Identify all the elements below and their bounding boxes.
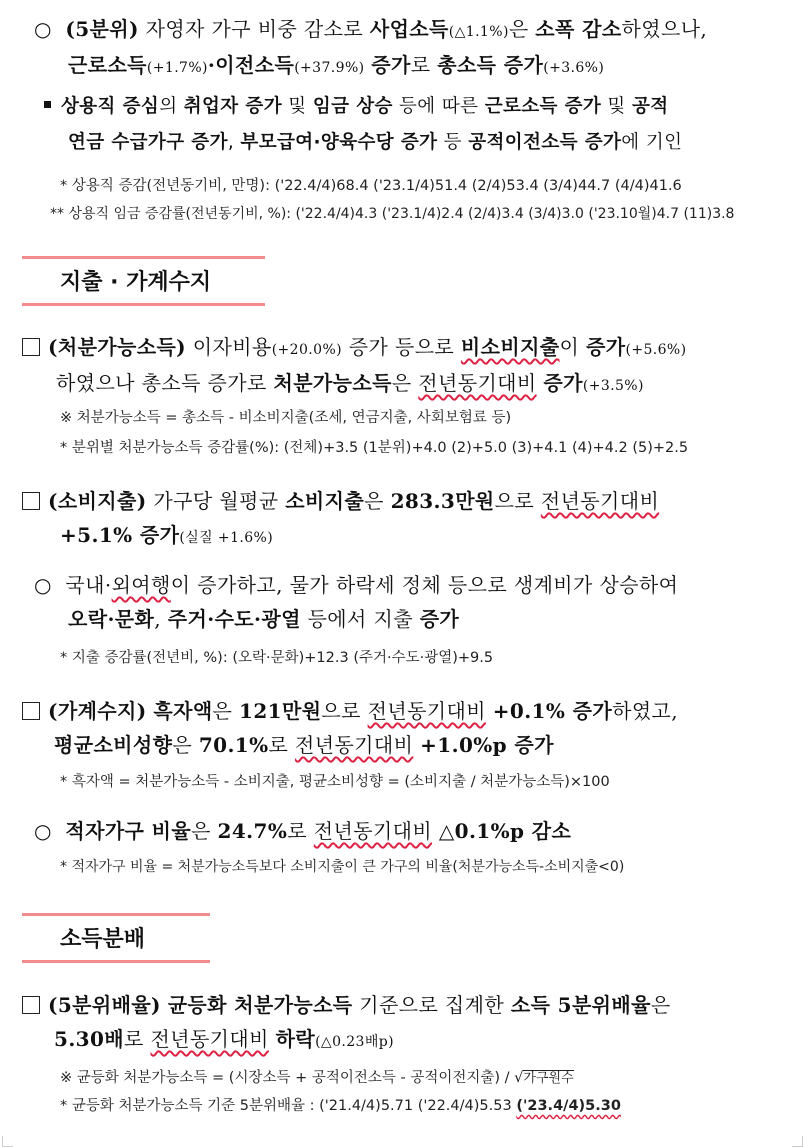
checkbox-bullet — [22, 338, 40, 356]
paragraph-household-balance-line1: (가계수지) 흑자액은 121만원으로 전년동기대비 +0.1% 증가하였고, — [22, 698, 678, 724]
paragraph-quintile-ratio-line1: (5분위배율) 균등화 처분가능소득 기준으로 집계한 소득 5분위배율은 — [22, 992, 671, 1018]
footnote-quintile-ratio-series: * 균등화 처분가능소득 기준 5분위배율 : ('21.4/4)5.71 ('22.4/4)5.53 ('23.4/4)5.30 — [60, 1098, 621, 1114]
footnote-regular-wage: ** 상용직 임금 증감률(전년동기비, %): ('22.4/4)4.3 ('23.1/4)2.4 (2/4)3.4 (3/4)3.0 ('23.10월)4.7 (11)3.8 — [50, 206, 735, 222]
checkbox-bullet — [22, 996, 40, 1014]
page-corner-mark — [2, 1136, 13, 1147]
checkbox-bullet — [22, 492, 40, 510]
circle-bullet: ○ — [34, 17, 52, 41]
paragraph-5th-quintile-line1: ○ (5분위) 자영자 가구 비중 감소로 사업소득(△1.1%)은 소폭 감소하였으나, — [34, 17, 708, 41]
paragraph-regular-employment-line1: 상용직 증심의 취업자 증가 및 임금 상승 등에 따른 근로소득 증가 및 공적 — [44, 94, 669, 120]
section-title: 소득분배 — [60, 927, 146, 952]
footnote-disposable-income-by-quintile: * 분위별 처분가능소득 증감률(%): (전체)+3.5 (1분위)+4.0 (2)+5.0 (3)+4.1 (4)+4.2 (5)+2.5 — [60, 440, 689, 456]
paragraph-consumption-line2: +5.1% 증가(실질 +1.6%) — [60, 523, 274, 547]
footnote-disposable-income-definition: ※ 처분가능소득 = 총소득 - 비소비지출(조세, 연금지출, 사회보험료 등) — [60, 410, 512, 426]
page-corner-mark — [792, 1136, 803, 1147]
footnote-deficit-definition: * 적자가구 비율 = 처분가능소득보다 소비지출이 큰 가구의 비율(처분가능소득-소비지출<0) — [60, 859, 625, 875]
paragraph-5th-quintile-line2: 근로소득(+1.7%)·이전소득(+37.9%) 증가로 총소득 증가(+3.6%) — [68, 53, 605, 77]
paragraph-disposable-income-line2: 하였으나 총소득 증가로 처분가능소득은 전년동기대비 증가(+3.5%) — [56, 371, 644, 395]
paragraph-regular-employment-line2: 연금 수급가구 증가, 부모급여·양육수당 증가 등 공적이전소득 증가에 기인 — [68, 132, 683, 153]
footnote-surplus-definition: * 흑자액 = 처분가능소득 - 소비지출, 평균소비성향 = (소비지출 / 처분가능소득)×100 — [60, 774, 610, 790]
square-bullet — [44, 101, 51, 108]
footnote-regular-employment: * 상용직 증감(전년동기비, 만명): ('22.4/4)68.4 ('23.1/4)51.4 (2/4)53.4 (3/4)44.7 (4/4)41.6 — [60, 178, 682, 194]
section-header-expenditure — [22, 256, 265, 306]
paragraph-household-balance-line2: 평균소비성향은 70.1%로 전년동기대비 +1.0%p 증가 — [54, 733, 554, 757]
footnote-expenditure-change: * 지출 증감률(전년비, %): (오락·문화)+12.3 (주거·수도·광열)+9.5 — [60, 650, 494, 666]
section-header-income-distribution — [22, 913, 210, 963]
circle-bullet: ○ — [34, 573, 52, 597]
paragraph-disposable-income-line1: (처분가능소득) 이자비용(+20.0%) 증가 등으로 비소비지출이 증가(+5.6%) — [22, 334, 686, 363]
paragraph-quintile-ratio-line2: 5.30배로 전년동기대비 하락(△0.23배p) — [54, 1027, 395, 1051]
label-5th-quintile: (5분위) — [65, 17, 139, 41]
footnote-equivalized-income: ※ 균등화 처분가능소득 = (시장소득 + 공적이전소득 - 공적이전지출) / √가구원수 — [60, 1070, 574, 1086]
paragraph-deficit-households: ○ 적자가구 비율은 24.7%로 전년동기대비 △0.1%p 감소 — [34, 819, 572, 843]
circle-bullet: ○ — [34, 819, 52, 843]
paragraph-living-costs-line2: 오락·문화, 주거·수도·광열 등에서 지출 증가 — [68, 607, 460, 631]
paragraph-consumption-line1: (소비지출) 가구당 월평균 소비지출은 283.3만원으로 전년동기대비 — [22, 488, 659, 514]
section-title: 지출 · 가계수지 — [60, 270, 212, 295]
checkbox-bullet — [22, 702, 40, 720]
paragraph-living-costs-line1: ○ 국내·외여행이 증가하고, 물가 하락세 정체 등으로 생계비가 상승하여 — [34, 573, 679, 597]
